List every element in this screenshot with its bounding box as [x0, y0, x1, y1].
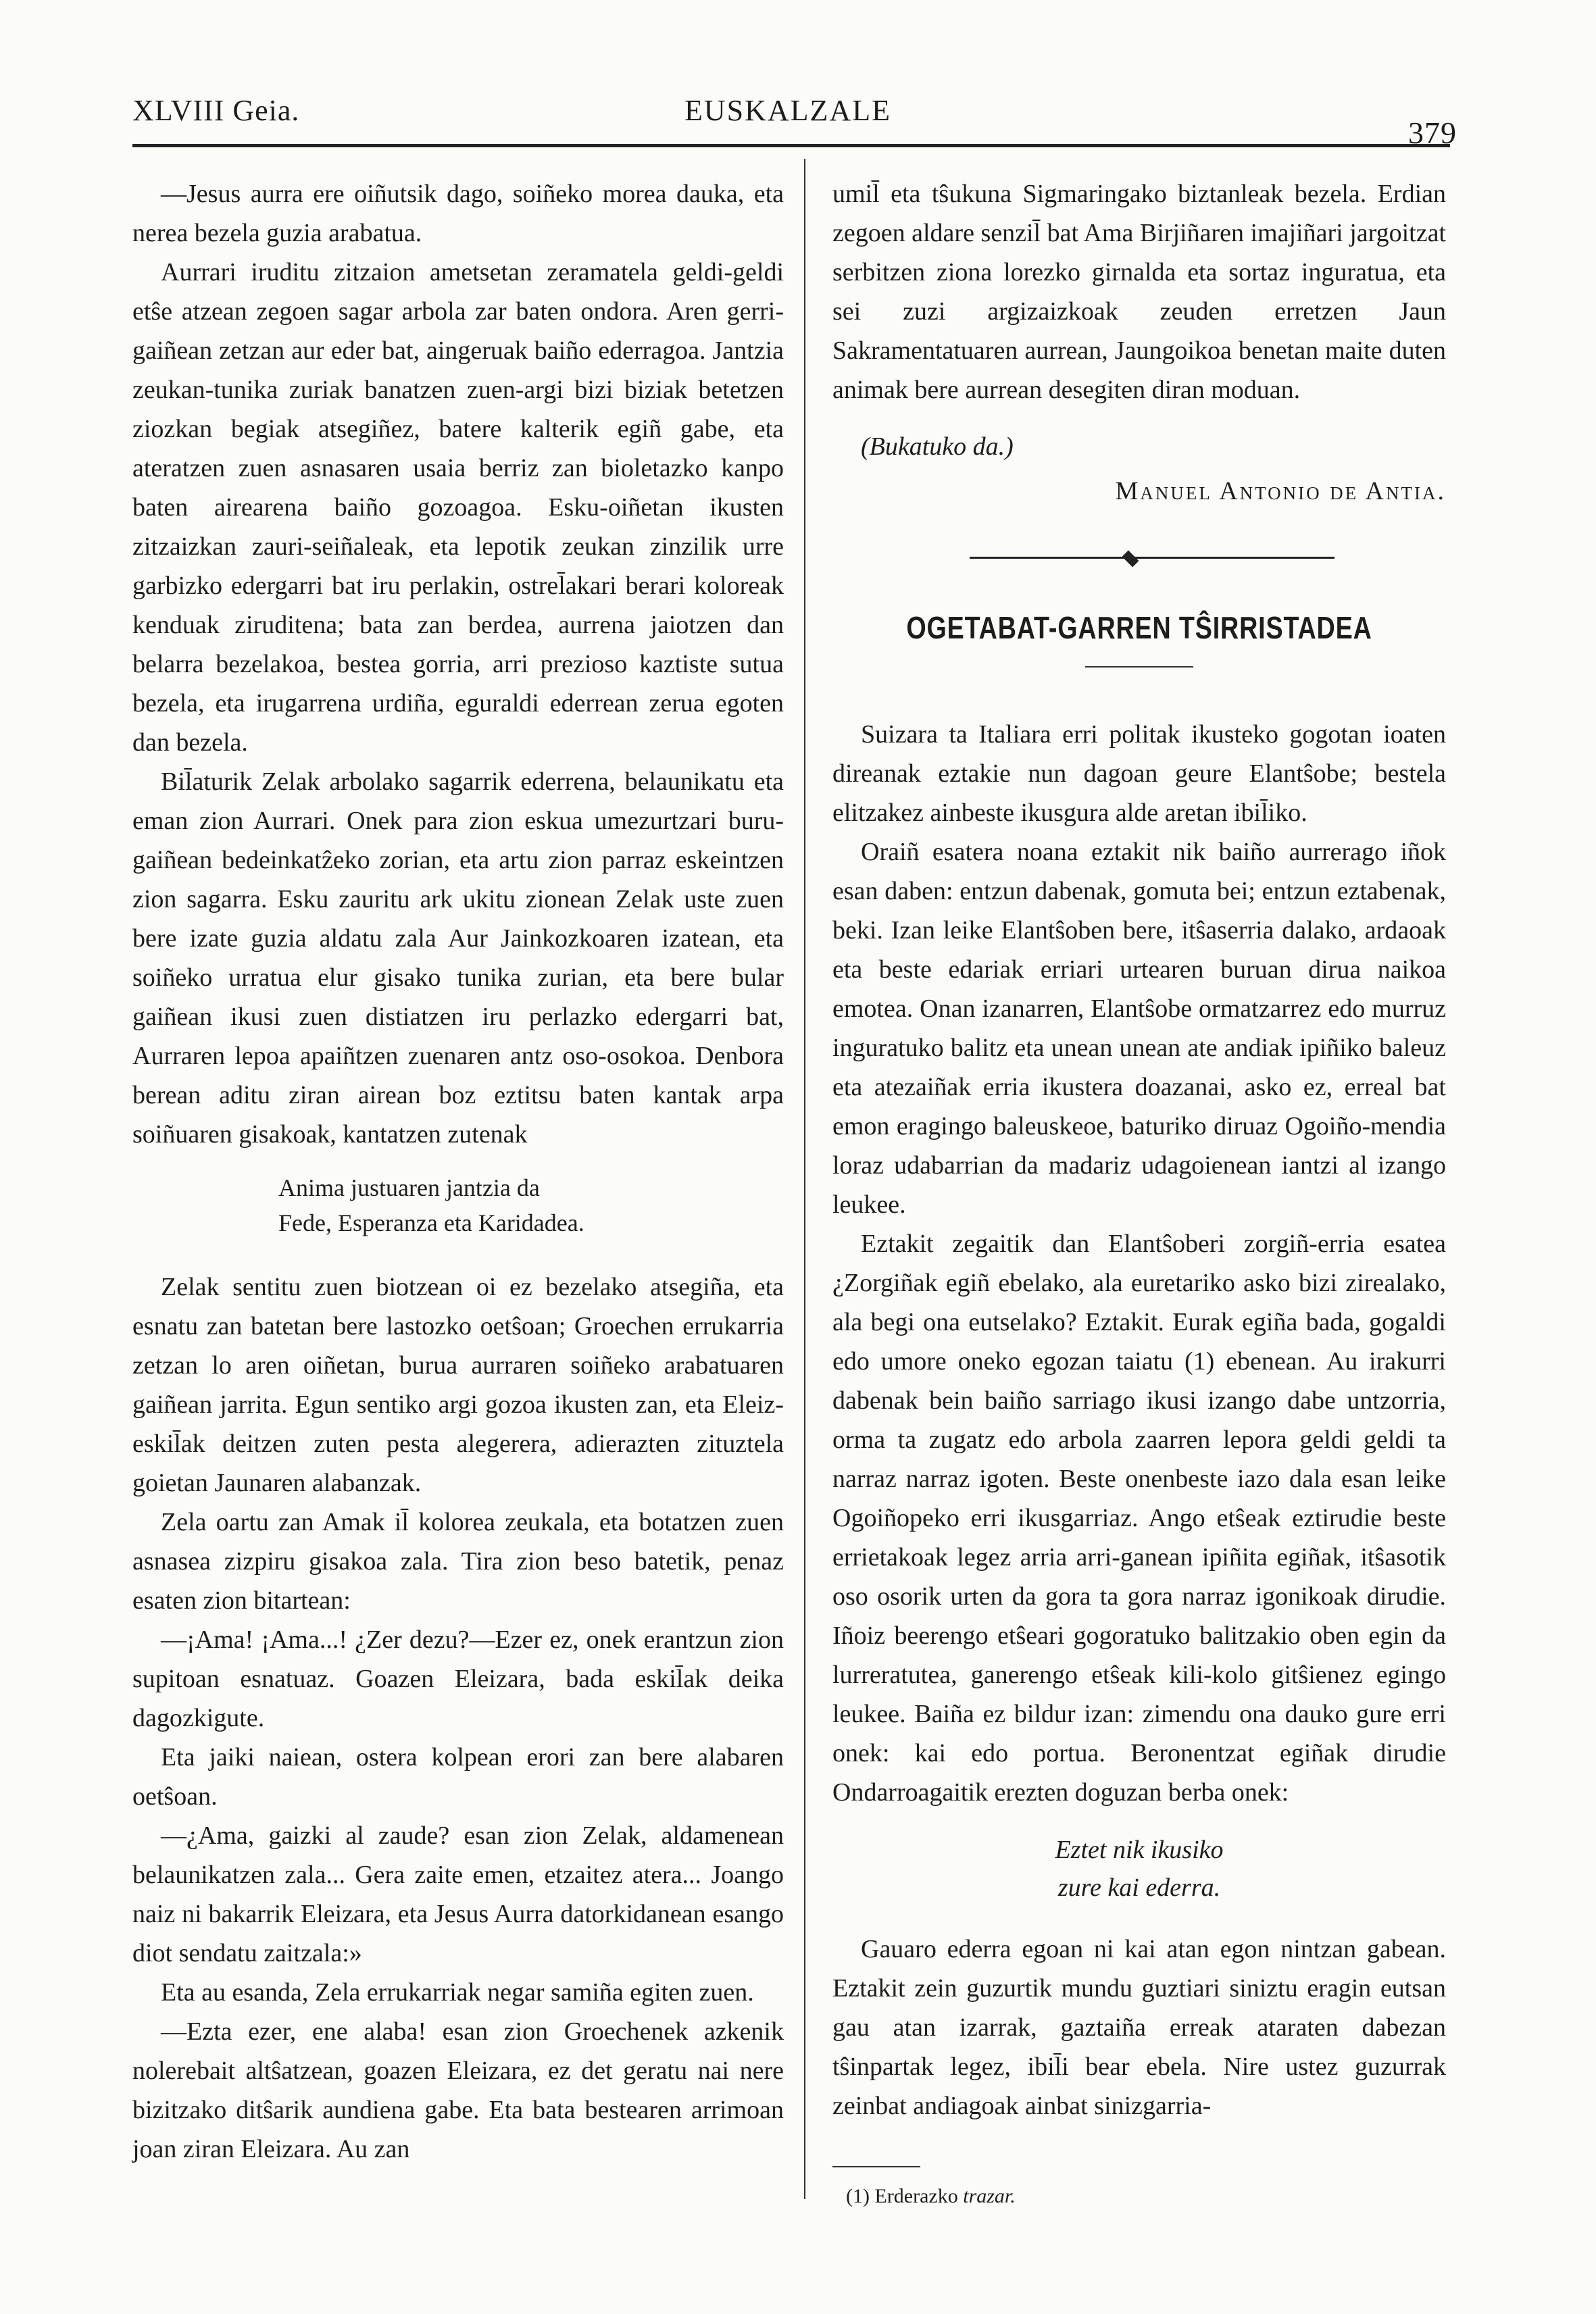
column-divider — [804, 159, 805, 2199]
verse-block — [832, 1831, 1446, 1907]
page-number: 379 — [1408, 116, 1457, 150]
footnote — [846, 2177, 1446, 2216]
verse-line: Eztet nik ikusiko — [1055, 1836, 1224, 1864]
paragraph: Oraiñ esatera noana eztakit nik baiño aurrerago iñok esan daben: entzun dabenak, gomuta bei; entzun eztabenak, beki. Izan leike Elantŝoben bere, itŝaserria dalako, ardaoak eta beste edariak erriari urtearen buruan dirua naikoa emotea. Onan izanarren, Elantŝobe ormatzarrez edo murruz inguratuko balitz eta unean unean ate andiak ipiñiko baleuz eta atezaiñak erria ikustera doazanai, asko ez, erreal bat emon eragingo baleuskeoe, baturiko diruaz Ogoiño-mendia loraz udabarrian da madariz udagoienean iantzi al izango leukee. — [832, 838, 1446, 1219]
verse-block — [278, 1170, 784, 1240]
closing-note: (Bukatuko da.) — [861, 432, 1014, 461]
paragraph: Zela oartu zan Amak il̄ kolorea zeukala, eta botatzen zuen asnasea zizpiru gisakoa zala. Tira zion beso batetik, penaz esaten zion bitartean: — [132, 1508, 784, 1615]
ornament-rule — [970, 557, 1335, 559]
verse-line: Fede, Esperanza eta Karidadea. — [278, 1209, 584, 1236]
left-column — [132, 174, 784, 2169]
right-column — [832, 174, 1446, 2216]
paragraph: Eta jaiki naiean, ostera kolpean erori zan bere alabaren oetŝoan. — [132, 1743, 784, 1811]
verse-line: Anima justuaren jantzia da — [278, 1174, 540, 1201]
footnote-rule — [832, 2166, 920, 2167]
paragraph: Aurrari iruditu zitzaion ametsetan zeramatela geldi-geldi etŝe atzean zegoen sagar arbola zar baten ondora. Aren gerri-gaiñean zetzan aur eder bat, aingeruak baiño ederragoa. Jantzia zeukan-tunika zuriak banatzen zuen-argi bizi biziak betetzen ziozkan begiak atsegiñez, batere kalterik egiñ gabe, eta ateratzen zuen asnasaren usaia berriz zan bioletazko kanpo baten airearena baiño gozoagoa. Esku-oiñetan ikusten zitzaizkan zauri-seiñaleak, eta lepotik zeukan zinzilik urre garbizko edergarri bat iru perlakin, ostrel̄akari berari koloreak kenduak ziruditena; bata zan berdea, aurrena jaiotzen dan belarra bezelakoa, bestea gorria, arri prezioso kaztiste sutua bezela, eta irugarrena urdiña, eguraldi ederrean zerua egoten dan bezela. — [132, 258, 784, 757]
paragraph: Suizara ta Italiara erri politak ikusteko gogotan ioaten direanak eztakie nun dagoan geure Elantŝobe; bestela elitzakez ainbeste ikusgura alde aretan ibil̄iko. — [832, 720, 1446, 827]
running-header-volume: XLVIII Geia. — [132, 94, 300, 127]
paragraph: —¡Ama! ¡Ama...! ¿Zer dezu?—Ezer ez, onek erantzun zion supitoan esnatuaz. Goazen Eleizara, bada eskil̄ak deika dagozkigute. — [132, 1626, 784, 1732]
paragraph: umil̄ eta tŝukuna Sigmaringako biztanleak bezela. Erdian zegoen aldare senzil̄ bat Ama Birjiñaren imajiñari jargoitzat serbitzen ziona lorezko girnalda eta sortaz inguratua, eta sei zuzi argizaizkoak zeuden erretzen Jaun Sakramentatuaren aurrean, Jaungoikoa benetan maite duten animak bere aurrean desegiten diran moduan. — [832, 180, 1446, 404]
verse-line: zure kai ederra. — [1057, 1873, 1221, 1902]
footnote-italic-term: trazar. — [963, 2185, 1016, 2207]
author-signature: Manuel Antonio de Antia. — [1115, 477, 1446, 505]
paragraph: Gauaro ederra egoan ni kai atan egon nintzan gabean. Eztakit zein guzurtik mundu guztiari siniztu eragin eutsan gau atan izarrak, gaztaiña erreak ataraten dabezan tŝinpartak legez, ibil̄i bear ebela. Nire ustez guzurrak zeinbat andiagoak ainbat sinizgarria- — [832, 1935, 1446, 2120]
running-header-journal-title: EUSKALZALE — [684, 94, 891, 127]
paragraph: Eztakit zegaitik dan Elantŝoberi zorgiñ-erria esatea ¿Zorgiñak egiñ ebelako, ala euretariko asko bizi zirealako, ala begi ona eutselako? Eztakit. Eurak egiña bada, gogaldi edo umore oneko egozan taiatu (1) ebenean. Au irakurri dabenak bein baiño sarriago ikusi izango dabe untzorria, orma ta zugatz edo arbola zaarren lepora geldi geldi ta narraz narraz igoten. Beste onenbeste iazo dala esan leike Ogoiñopeko erri ikusgarriaz. Ango etŝeak eztirudie beste errietakoak legez arria arri-ganean ipiñita egiñak, itŝasotik oso osorik urten da gora ta gora narraz igonikoak dirudie. Iñoiz beerengo etŝeari gogoratuko balitzakio oben egin da lurreratutea, ganerengo etŝeak kili-kolo gitŝienez egingo leukee. Baiña ez bildur izan: zimendu ona dauko gure erri onek: kai edo portua. Beronentzat egiñak dirudie Ondarroagaitik erezten doguzan berba onek: — [832, 1230, 1446, 1807]
paragraph: —Ezta ezer, ene alaba! esan zion Groechenek azkenik nolerebait altŝatzean, goazen Eleizara, ez det geratu nai nere bizitzako ditŝarik aundiena gabe. Eta bata bestearen arrimoan joan ziran Eleizara. Au zan — [132, 2017, 784, 2163]
footnote-text: Erderazko — [874, 2185, 958, 2207]
ornament-diamond — [1122, 551, 1139, 568]
header-rule — [132, 144, 1450, 147]
title-rule — [1085, 666, 1193, 668]
paragraph: Bil̄aturik Zelak arbolako sagarrik ederrena, belaunikatu eta eman zion Aurrari. Onek para zion eskua umezurtzari buru-gaiñean bedeinkatẑeko zorian, eta artu zion parraz eskeintzen zion sagarra. Esku zauritu ark ukitu zionean Zelak uste zuen bere izate guzia aldatu zala Aur Jainkozkoaren izatean, eta soiñeko urratua elur gisako tunika zurian, eta bere bular gaiñean ikusi zuen distiatzen iru perlazko edergarri bat, Aurraren lepoa apaiñtzen zuenaren antz oso-osokoa. Denbora berean aditu ziran airean boz eztitsu baten kantak arpa soiñuaren gisakoak, kantatzen zutenak — [132, 768, 784, 1149]
section-ornament — [832, 526, 1446, 566]
footnote-mark: (1) — [846, 2185, 870, 2207]
paragraph: Eta au esanda, Zela errukarriak negar samiña egiten zuen. — [161, 1978, 754, 2007]
paragraph: —¿Ama, gaizki al zaude? esan zion Zelak, aldamenean belaunikatzen zala... Gera zaite emen, etzaitez atera... Joango naiz ni bakarrik Eleizara, eta Jesus Aurra datorkidanean esango diot sendatu zaitzala:» — [132, 1821, 784, 1967]
paragraph: Zelak sentitu zuen biotzean oi ez bezelako atsegiña, eta esnatu zan batetan bere lastozko oetŝoan; Groechen errukarria zetzan lo aren oiñetan, burua aurraren soiñeko arabatuaren gaiñean jarrita. Egun sentiko argi gozoa ikusten zan, eta Eleiz-eskil̄ak deitzen zuten pesta alegerera, adierazten zituztela goietan Jaunaren alabanzak. — [132, 1273, 784, 1497]
paragraph: —Jesus aurra ere oiñutsik dago, soiñeko morea dauka, eta nerea bezela guzia arabatua. — [132, 180, 784, 247]
section-title: OGETABAT-GARREN TŜIRRISTADEA — [906, 610, 1372, 645]
